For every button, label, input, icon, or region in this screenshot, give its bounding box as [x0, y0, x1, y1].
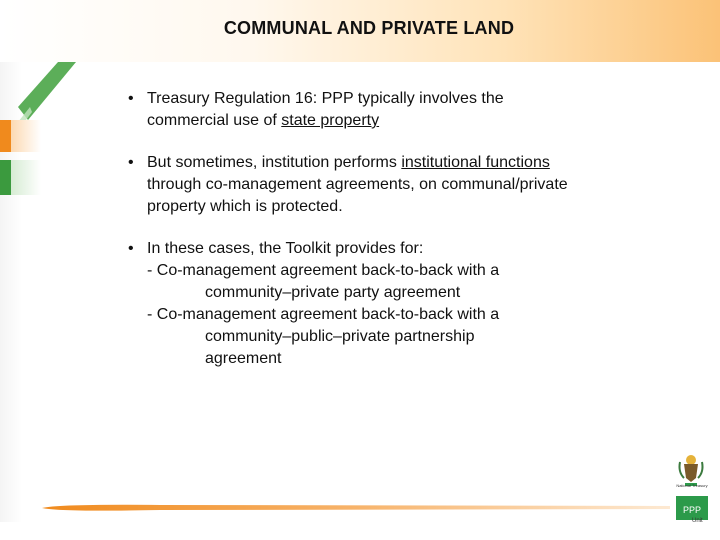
- bottom-swoosh-decoration: [40, 500, 680, 516]
- sub-item-text: community–public–private partnership: [205, 328, 475, 345]
- ppp-logo-label: PPP: [682, 505, 701, 515]
- sub-item-text: community–private party agreement: [205, 284, 461, 301]
- sub-item-text: agreement: [205, 350, 282, 367]
- underlined-term: institutional functions: [401, 154, 550, 171]
- bullet-item: [128, 238, 648, 370]
- bullet-item: [128, 88, 648, 132]
- bullet-dot: •: [128, 154, 134, 171]
- underlined-term: state property: [281, 112, 380, 129]
- sub-item-text: - Co-management agreement back-to-back with a: [147, 306, 500, 323]
- bullet-text: commercial use of: [147, 112, 282, 129]
- bullet-dot: •: [128, 240, 134, 257]
- national-treasury-label: National Treasury: [676, 483, 708, 488]
- sub-item: [147, 304, 648, 370]
- bullet-item: [128, 152, 648, 218]
- green-accent-fade: [11, 160, 41, 195]
- ppp-unit-label: Unit: [692, 518, 703, 524]
- orange-accent-fade: [11, 120, 41, 152]
- bullet-text: through co-management agreements, on communal/private: [147, 176, 568, 193]
- sub-item-text: - Co-management agreement back-to-back with a: [147, 262, 500, 279]
- green-accent-block: [0, 160, 11, 195]
- orange-accent-block: [0, 120, 11, 152]
- bullet-text: But sometimes, institution performs: [147, 154, 402, 171]
- bullet-text: Treasury Regulation 16: PPP typically involves the: [147, 90, 504, 107]
- ppp-logo: [676, 496, 708, 520]
- sub-item: [147, 260, 648, 304]
- bullet-text: In these cases, the Toolkit provides for:: [147, 240, 424, 257]
- bullet-text: property which is protected.: [147, 198, 343, 215]
- slide-content: [128, 88, 648, 390]
- slide-title: COMMUNAL AND PRIVATE LAND: [223, 18, 515, 38]
- bullet-dot: •: [128, 90, 134, 107]
